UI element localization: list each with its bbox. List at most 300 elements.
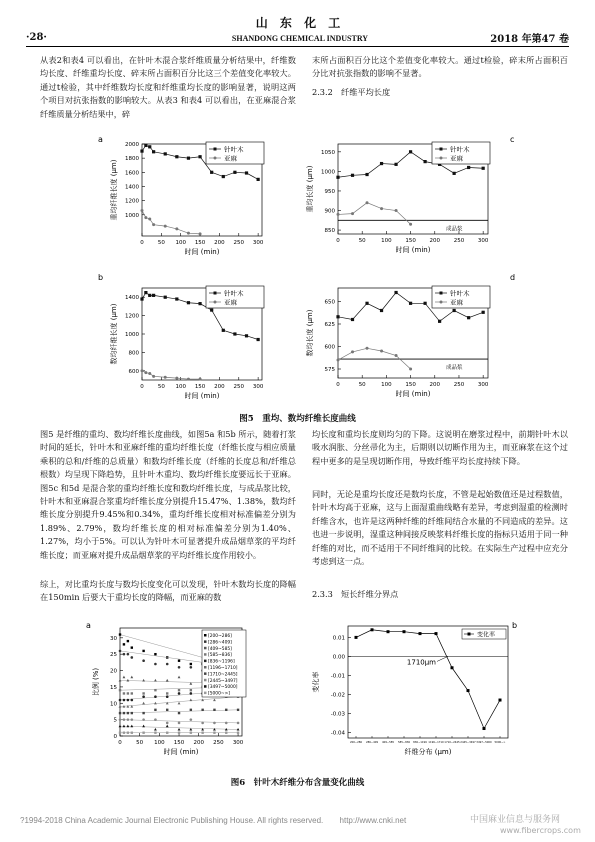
y-tick-label: 1200 [125,198,139,205]
data-point [142,718,145,721]
section-heading-232: 2.3.2 纤维平均长度 [312,87,391,97]
data-point [126,725,129,728]
data-point [148,372,151,375]
fig5-panel-d [305,273,515,398]
x-tick-label: 0 [336,382,340,388]
data-point [225,709,227,711]
x-axis-label: 时间 (min) [184,392,220,400]
x-axis-label: 纤维分布 (μm) [404,748,452,756]
crossing-annotation: 1710μm [406,658,436,667]
y-tick-label: 1400 [125,295,139,302]
x-tick-label: 0 [140,240,144,246]
data-point [233,171,236,174]
data-point [178,676,181,679]
x-tick-label: 100 [175,384,186,390]
data-point [164,225,167,228]
data-point [127,692,129,694]
series-line [356,630,500,729]
x-tick-label: 200 [214,240,225,246]
data-point [131,699,134,702]
legend-label: [409~585] [208,646,232,652]
data-point [119,633,121,635]
data-point [154,689,156,691]
data-point [166,732,168,734]
x-tick-label: 250 [453,238,465,244]
x-tick-label: 150 [194,384,206,390]
data-point [131,692,133,694]
fig5-panel-c [305,135,514,254]
data-point [371,628,374,631]
data-point [119,732,121,734]
data-point [337,359,340,362]
paragraph-top-right: 末所占面积百分比这个差值变化率较大。通过t检验，碎末所占面积百分比对抗张指数的影响不显著。 [312,55,568,79]
data-point [423,302,426,305]
data-point [119,689,121,691]
data-point [123,692,125,694]
data-point [148,218,151,221]
data-point [123,725,126,728]
paragraph-mid-right: 均长度和重均长度则均匀的下降。这说明在磨浆过程中，前期针叶木以吸水润胀、分丝帚化为主，后期则以切断作用为主，而亚麻浆在这个过程中更多的是呈现切断作用，导致纤维平均长度持续下降。 [312,429,568,466]
data-point [123,712,125,714]
data-point [131,718,134,721]
legend-label: [2445~3497] [208,678,238,684]
data-point [178,660,180,662]
data-point [213,728,216,731]
journal-title [200,14,400,43]
data-point [237,732,239,734]
data-point [187,157,190,160]
legend-marker [214,301,217,304]
x-tick-label: 250 [233,384,245,390]
data-point [166,695,169,698]
legend-label: 针叶木 [450,289,470,298]
legend-label: 变化率 [477,631,496,639]
legend-label: [286~409] [208,640,232,646]
data-point [380,207,383,210]
y-tick-label: 1600 [125,170,139,177]
product-label: 成品浆 [446,365,463,372]
legend-marker [204,672,207,675]
panel-label-c: c [510,135,515,144]
data-point [351,174,354,177]
data-point [237,722,240,725]
panel-label-6a: a [86,621,91,630]
watermark-text: 中国麻业信息与服务网 [470,815,561,825]
y-tick-label: 1800 [125,156,139,163]
data-point [154,702,157,705]
data-point [467,689,470,692]
data-point [127,640,129,642]
data-point [351,318,354,321]
x-tick-label: 200 [429,238,441,244]
data-point [190,663,192,665]
x-tick-label: 300 [477,382,489,388]
legend-marker [440,157,443,160]
x-tick-label: 150 [173,740,185,746]
data-point [245,334,248,337]
legend-label: [1196~1710] [208,666,238,671]
data-point [154,653,156,655]
product-label: 成品浆 [446,226,463,233]
x-tick-label: 250 [453,382,465,388]
y-tick-label: 30 [110,635,117,642]
data-point [127,699,130,702]
x-tick-label: 0 [140,384,144,390]
x-tick-label: 100 [381,238,392,244]
y-tick-label: 575 [324,367,335,373]
data-point [130,676,133,679]
data-point [175,377,178,380]
figure-6 [80,614,560,774]
data-point [154,663,157,666]
data-point [178,728,181,731]
data-point [127,712,129,714]
data-point [190,689,192,691]
data-point [152,223,155,226]
legend-marker [204,685,207,688]
data-point [435,632,438,635]
data-point [119,699,122,702]
data-point [380,162,383,165]
data-point [178,732,180,734]
data-point [144,291,147,294]
data-point [210,171,213,174]
data-point [123,643,125,645]
series-line [142,211,200,234]
data-point [166,722,169,725]
data-point [126,705,129,708]
data-point [453,172,456,175]
data-point [175,155,178,158]
x-axis-label: 时间 (min) [395,390,431,398]
data-point [336,315,339,318]
y-tick-label: 900 [324,208,335,215]
data-point [201,722,204,725]
data-point [164,152,167,155]
data-point [164,296,167,299]
panel-label-6b: b [512,621,518,630]
y-tick-label: 0.01 [332,635,345,642]
legend-marker [204,647,207,650]
legend-marker [204,660,207,663]
data-point [130,725,133,728]
y-tick-label: 20 [110,668,117,675]
data-point [148,145,151,148]
x-tick-label: 50 [157,384,165,390]
legend-label: [836~1196] [208,659,235,665]
figure-5 [80,128,560,408]
data-point [395,209,398,212]
legend-marker [204,640,207,643]
y-tick-label: 1000 [125,212,139,219]
legend-marker [204,692,207,695]
figure-5-caption: 图5 重均、数均纤维长度曲线 [239,414,356,424]
x-tick-label: 150 [405,382,416,388]
data-point [187,232,190,235]
copyright-text: ?1994-2018 China Academic Journal Electronic Publishing House. All rights reserved. [20,816,324,825]
legend-marker [468,633,471,636]
data-point [142,725,145,728]
data-point [482,311,485,314]
x-tick-label: 50 [358,238,366,244]
series-line [338,348,411,369]
plot-frame [348,626,508,738]
data-point [166,692,168,694]
data-point [131,656,134,659]
x-tick-label: 3497~5000 [476,741,492,744]
data-point [337,213,340,216]
y-tick-label: 800 [128,350,139,357]
data-point [166,702,169,705]
data-point [190,692,193,695]
footer [0,808,595,842]
data-point [199,378,202,381]
data-point [127,718,130,721]
data-point [387,630,390,633]
data-point [166,679,169,682]
legend-marker [440,292,443,295]
legend-marker [204,666,207,669]
data-point [210,308,213,311]
data-point [213,722,216,725]
legend-marker [214,157,217,160]
y-axis-label: 数均长度 (μm) [306,309,314,357]
legend-label: [3497~5000] [208,685,238,691]
data-point [201,709,203,711]
y-tick-label: 1000 [125,332,139,338]
legend-marker [440,301,443,304]
legend-label: [1710~2445] [208,672,238,678]
legend-label: 亚麻 [224,154,237,163]
data-point [119,712,121,714]
y-tick-label: 950 [324,188,335,195]
paragraph-mid-right-2: 同时，无论是重均长度还是数均长度，不管是起始数值还是过程数值，针叶木均高于亚麻，这与上面湿重曲线略有差异，考虑到湿重的检测时纤维含水，也许是这两种纤维的纤维间结合水量的不同造成的差异。这也进一步说明，湿重这种间接反映浆料纤维长度的指标只适用于同一种纤维的对比，而不适用于不同纤维间的比较。在实际生产过程中应充分考虑到这一点。 [312,489,568,567]
issue-label: 2018 年第47 卷 [490,34,569,45]
y-tick-label: 1400 [125,184,139,191]
x-tick-label: 2445~3497 [460,741,476,744]
data-point [178,722,181,725]
paragraph-mid-left: 图5 是纤维的重均、数均纤维长度曲线，如图5a 和5b 所示，随着打浆时间的延长，针叶木和亚麻纤维的重均纤维长度（纤维长度与相应质量乘积的总和/纤维的总质量）和数均纤维长度（纤维的长度总和/纤维总根数）均呈现下降趋势，且针叶木重均、数均纤维长度要远长于亚麻。图5c 和5d 是混合浆的重均纤维长度和数均纤维长度，与成品浆比较，针叶木和亚麻混合浆重均纤维长度分别提升15.47%、1.38%，数均纤维长度分别提升9.45%和0.34%，重均纤维长度相对标准偏差分别为1.89%、2.79%，数均纤维长度的相对标准偏差分别为1.40%、1.27%，均小于5%。可以认为针叶木可显著提升成品烟草浆的平均纤维长度；而亚麻对提升成品烟草浆的平均纤维长度作用较小。 [40,429,296,560]
data-point [483,727,486,730]
data-point [365,302,368,305]
y-tick-label: 2000 [125,142,139,148]
paragraph-top-left: 从表2和表4 可以看出，在针叶木混合浆纤维质量分析结果中，纤维数均长度、纤维重均长度、碎末所占面积百分比这三个差值变化率较大。通过t检验，其中纤维数均长度和纤维重均长度的影响显著，说明这两个项目对抗张指数的影响较大。从表3 和表4 可以看出，在亚麻混合浆纤维质量分析结果中，碎 [40,55,296,119]
y-tick-label: 25 [110,652,117,659]
fig5-panel-b [98,273,264,400]
x-tick-label: 250 [233,240,245,246]
data-point [394,291,397,294]
legend-marker [440,148,443,151]
x-tick-label: 300 [477,238,489,244]
y-tick-label: 5 [113,717,117,724]
data-point [366,347,369,350]
legend-marker [204,653,207,656]
data-point [366,201,369,204]
y-tick-label: 0.00 [332,654,345,661]
x-tick-label: 836~1196 [413,741,427,744]
x-tick-label: 409~585 [381,741,395,744]
data-point [178,666,181,669]
trend-line [120,697,238,707]
data-point [187,301,190,304]
data-point [222,329,225,332]
annotation-pointer [437,656,448,661]
data-point [351,212,354,215]
data-point [166,709,168,711]
data-point [131,712,133,714]
y-tick-label: 1000 [321,169,335,176]
legend-label: 针叶木 [224,289,244,298]
x-tick-label: 200 [214,384,225,390]
legend-label: 针叶木 [450,145,470,154]
data-point [225,722,228,725]
y-tick-label: 1200 [125,313,139,320]
y-tick-label: 625 [324,322,335,328]
y-tick-label: -0.01 [330,673,345,680]
data-point [166,663,169,666]
data-point [467,316,470,319]
data-point [409,223,412,226]
data-point [395,354,398,357]
x-tick-label: 1196~1710 [428,741,444,744]
data-point [222,175,225,178]
data-point [123,732,125,734]
fig5-panel-a [98,135,264,256]
data-point [119,718,122,721]
data-point [187,378,190,381]
data-point [189,699,192,702]
legend-label: 针叶木 [224,145,244,154]
data-point [351,350,354,353]
y-axis-label: 变化率 [312,671,320,693]
x-tick-label: 286~409 [365,741,379,744]
legend-label: 亚麻 [224,298,237,307]
data-point [336,176,339,179]
y-tick-label: -0.04 [330,730,345,737]
data-point [365,173,368,176]
data-point [213,732,215,734]
section-heading-233: 2.3.3 短长纤维分界点 [312,589,399,599]
data-point [403,630,406,633]
data-point [142,712,144,714]
y-tick-label: -0.03 [330,711,345,718]
data-point [144,216,147,219]
data-point [154,718,157,721]
data-point [123,676,126,679]
data-point [499,699,502,702]
y-axis-label: 重均纤维长度 (μm) [110,159,118,221]
data-point [380,350,383,353]
x-tick-label: 100 [154,740,165,746]
data-point [164,376,167,379]
data-point [175,227,178,230]
data-point [453,309,456,312]
legend-label: 亚麻 [450,154,463,163]
y-axis-label: 数均纤维长度 (μm) [110,303,118,365]
data-point [198,155,201,158]
data-point [409,302,412,305]
panel-label-a: a [98,135,103,144]
data-point [394,163,397,166]
data-point [154,728,157,731]
data-point [119,650,122,653]
footer-copyright [20,816,406,825]
data-point [199,232,202,235]
page-number: ·28· [26,32,47,43]
data-point [198,302,201,305]
data-point [438,320,441,323]
cnki-link[interactable]: http://www.cnki.net [339,816,407,825]
x-tick-label: 300 [252,240,264,246]
data-point [419,632,422,635]
data-point [178,692,181,695]
watermark-url: www.fibercrops.com [500,826,581,835]
x-tick-label: 150 [194,240,206,246]
y-axis-label: 重均长度 (μm) [306,165,314,213]
data-point [123,718,126,721]
x-tick-label: 5000~> [494,741,506,744]
legend-marker [204,679,207,682]
data-point [175,297,178,300]
data-point [482,167,485,170]
data-point [144,144,147,147]
data-point [380,309,383,312]
legend-marker [204,634,207,637]
legend-label: [200~286] [208,634,232,639]
data-point [141,209,144,212]
x-tick-label: 100 [175,240,186,246]
data-point [355,636,358,639]
figure-6-caption: 图6 针叶木纤维分布含量变化曲线 [230,778,365,788]
panel-label-b: b [98,273,104,282]
data-point [233,332,236,335]
y-tick-label: 600 [128,368,139,375]
x-tick-label: 0 [118,740,122,746]
y-tick-label: 10 [110,701,117,708]
data-point [152,294,155,297]
data-point [154,732,156,734]
x-tick-label: 585~836 [397,741,411,744]
data-point [142,650,144,652]
data-point [142,679,145,682]
data-point [142,692,144,694]
x-tick-label: 300 [252,384,264,390]
data-point [190,709,192,711]
data-point [213,709,215,711]
data-point [127,732,129,734]
data-point [225,732,227,734]
data-point [127,653,130,656]
data-point [178,689,180,691]
data-point [142,732,144,734]
data-point [142,695,145,698]
data-point [237,709,239,711]
y-tick-label: 650 [324,299,335,306]
data-point [131,646,133,648]
x-tick-label: 0 [336,238,340,244]
data-point [190,666,193,669]
legend-label: [5000~>] [208,691,230,697]
legend-marker [214,292,217,295]
legend-marker [214,148,217,151]
legend-label: [585~836] [208,653,232,659]
y-axis-label: 比例 (%) [92,667,100,697]
data-point [123,653,126,656]
data-point [142,659,145,662]
x-tick-label: 50 [136,740,144,746]
panel-label-d: d [510,273,516,282]
x-tick-label: 50 [358,382,366,388]
